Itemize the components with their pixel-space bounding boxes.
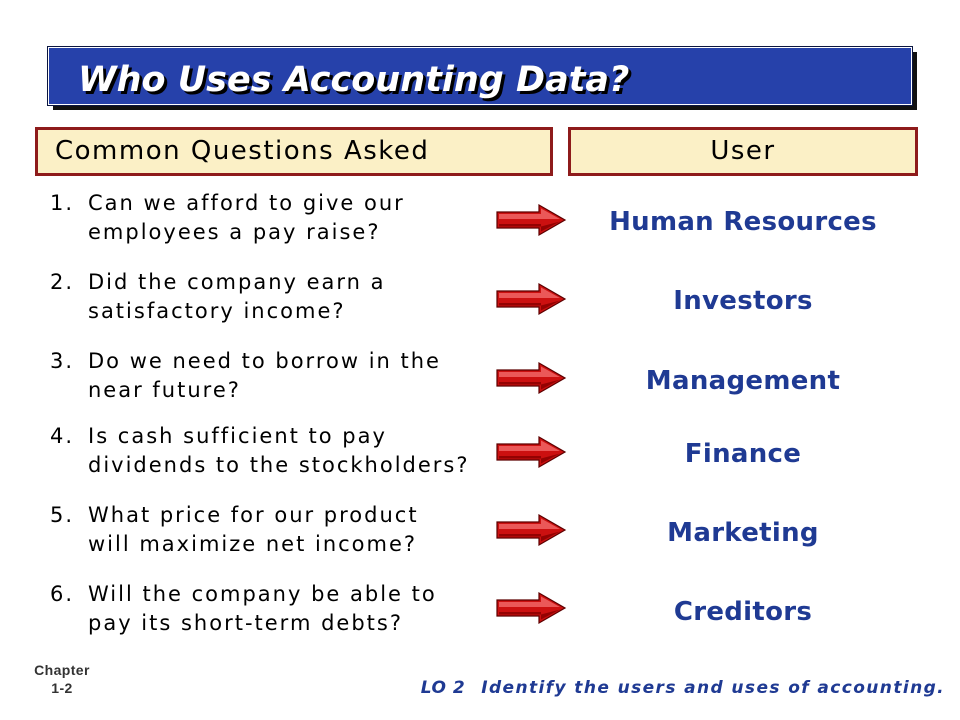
user-label: Marketing	[667, 518, 819, 548]
footer-chapter	[26, 661, 98, 697]
user-label: Human Resources	[609, 207, 877, 237]
question-line: pay its short-term debts?	[88, 611, 403, 635]
header-user-label: User	[710, 136, 776, 166]
right-arrow-icon	[494, 513, 568, 547]
arrow-shape	[497, 284, 565, 314]
question-item	[0, 580, 490, 638]
question-line: Will the company be able to	[88, 582, 437, 606]
header-questions-label: Common Questions Asked	[55, 136, 430, 166]
arrow-shape	[497, 437, 565, 467]
arrow-shape	[497, 205, 565, 235]
right-arrow-icon	[494, 435, 568, 469]
question-item	[0, 347, 490, 405]
question-number: 3.	[50, 349, 75, 373]
question-line: satisfactory income?	[88, 299, 346, 323]
question-number: 5.	[50, 503, 75, 527]
question-number: 1.	[50, 191, 75, 215]
question-line: Can we afford to give our	[88, 191, 405, 215]
arrow-shape	[497, 515, 565, 545]
question-line: Do we need to borrow in the	[88, 349, 441, 373]
question-line: Is cash sufficient to pay	[88, 424, 387, 448]
user-label: Finance	[684, 439, 802, 469]
question-line: will maximize net income?	[88, 532, 418, 556]
question-number: 4.	[50, 424, 75, 448]
right-arrow-icon	[494, 282, 568, 316]
learning-objective	[421, 678, 945, 698]
arrow-shape	[497, 363, 565, 393]
lo-text: Identify the users and uses of accounting.	[481, 678, 945, 698]
header-questions-box	[35, 127, 553, 176]
question-line: dividends to the stockholders?	[88, 453, 470, 477]
user-label: Investors	[673, 286, 813, 316]
chapter-number: 1-2	[51, 680, 73, 696]
question-number: 6.	[50, 582, 75, 606]
question-line: near future?	[88, 378, 241, 402]
lo-label: LO 2	[420, 678, 466, 698]
question-line: Did the company earn a	[88, 270, 386, 294]
question-item	[0, 189, 490, 247]
slide-title: Who Uses Accounting Data?	[78, 60, 630, 100]
question-line: employees a pay raise?	[88, 220, 381, 244]
right-arrow-icon	[494, 203, 568, 237]
question-item	[0, 501, 490, 559]
user-label: Management	[645, 366, 841, 396]
right-arrow-icon	[494, 591, 568, 625]
question-item	[0, 422, 490, 480]
chapter-label: Chapter	[34, 662, 90, 678]
question-number: 2.	[50, 270, 75, 294]
arrow-shape	[497, 593, 565, 623]
question-item	[0, 268, 490, 326]
right-arrow-icon	[494, 361, 568, 395]
question-line: What price for our product	[88, 503, 419, 527]
header-user-box	[568, 127, 918, 176]
user-label: Creditors	[673, 597, 813, 627]
